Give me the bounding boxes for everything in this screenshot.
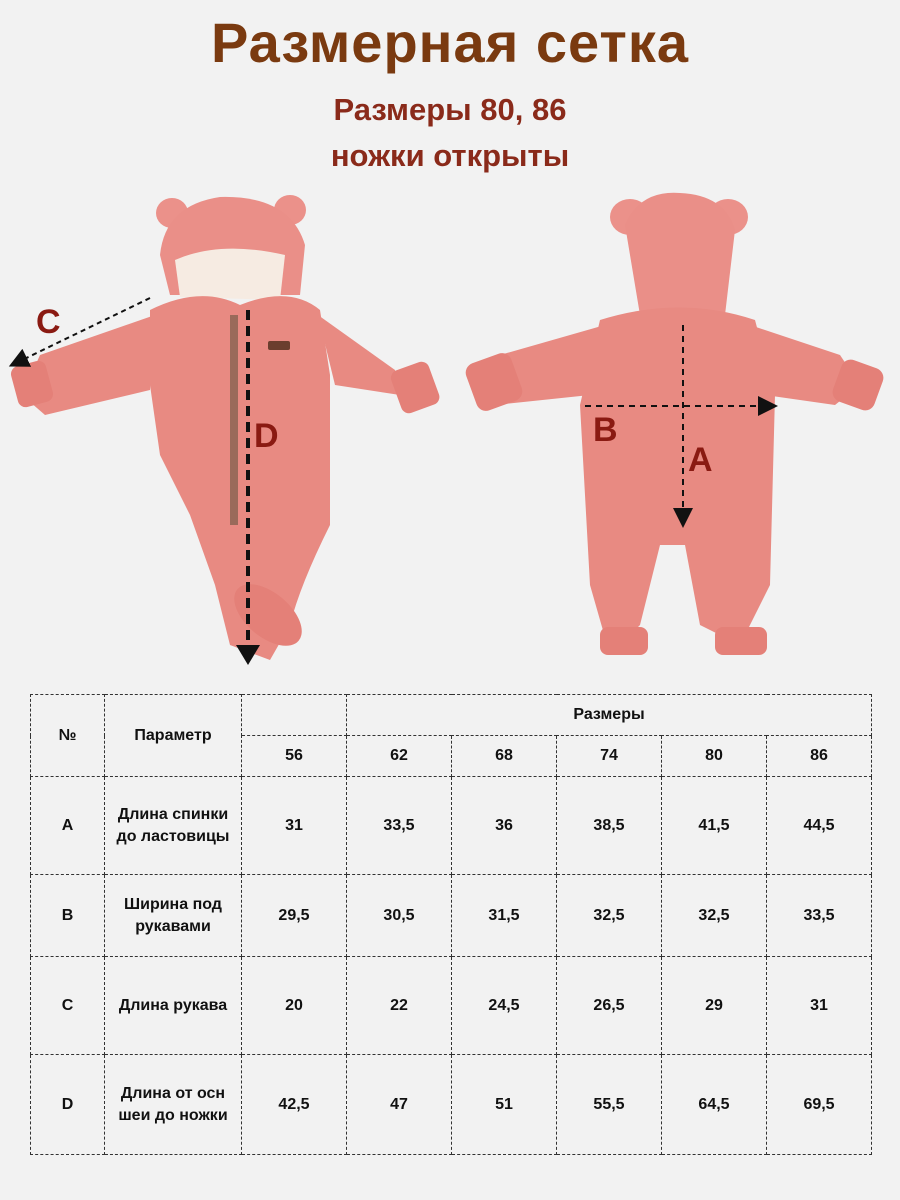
value-cell: 44,5 xyxy=(767,777,872,875)
size-header: 86 xyxy=(767,736,872,777)
front-view-jumpsuit xyxy=(9,195,441,660)
page-title: Размерная сетка xyxy=(210,11,689,74)
label-a: A xyxy=(688,441,713,479)
param-name xyxy=(105,875,242,957)
subtitle-sizes: Размеры 80, 86 xyxy=(333,92,567,127)
value-cell: 29,5 xyxy=(242,875,347,957)
value-cell: 33,5 xyxy=(767,875,872,957)
value-cell: 42,5 xyxy=(242,1055,347,1155)
size-header: 80 xyxy=(662,736,767,777)
value-cell: 26,5 xyxy=(557,957,662,1055)
param-line: шеи до ножки xyxy=(118,1106,228,1124)
label-b: B xyxy=(593,411,618,449)
subtitle-legs: ножки открыты xyxy=(330,138,570,173)
table-header-row xyxy=(31,695,872,736)
param-line: Длина от осн xyxy=(120,1084,226,1102)
header-param: Параметр xyxy=(105,695,242,777)
value-cell: 24,5 xyxy=(452,957,557,1055)
value-cell: 31,5 xyxy=(452,875,557,957)
value-cell: 32,5 xyxy=(662,875,767,957)
value-cell: 55,5 xyxy=(557,1055,662,1155)
table-row xyxy=(31,875,872,957)
value-cell: 64,5 xyxy=(662,1055,767,1155)
value-cell: 69,5 xyxy=(767,1055,872,1155)
value-cell: 30,5 xyxy=(347,875,452,957)
param-line: Длина рукава xyxy=(118,996,228,1014)
value-cell: 33,5 xyxy=(347,777,452,875)
param-name xyxy=(105,777,242,875)
row-id: B xyxy=(31,875,105,957)
value-cell: 22 xyxy=(347,957,452,1055)
row-id: D xyxy=(31,1055,105,1155)
value-cell: 36 xyxy=(452,777,557,875)
header-sizes: Размеры xyxy=(347,695,872,736)
header-empty-cell xyxy=(242,695,347,736)
size-header: 74 xyxy=(557,736,662,777)
param-name xyxy=(105,957,242,1055)
header-no: № xyxy=(31,695,105,777)
param-line: до ластовицы xyxy=(116,827,230,845)
value-cell: 51 xyxy=(452,1055,557,1155)
param-line: Ширина под xyxy=(124,895,222,913)
label-d: D xyxy=(254,417,279,455)
size-table xyxy=(30,694,872,1155)
value-cell: 20 xyxy=(242,957,347,1055)
garment-illustration xyxy=(0,185,900,675)
table-row xyxy=(31,1055,872,1155)
value-cell: 47 xyxy=(347,1055,452,1155)
row-id: C xyxy=(31,957,105,1055)
param-line: рукавами xyxy=(135,917,211,935)
size-header: 68 xyxy=(452,736,557,777)
row-id: A xyxy=(31,777,105,875)
table-row xyxy=(31,957,872,1055)
value-cell: 38,5 xyxy=(557,777,662,875)
label-c: C xyxy=(36,303,61,341)
value-cell: 29 xyxy=(662,957,767,1055)
size-header: 62 xyxy=(347,736,452,777)
table-row xyxy=(31,777,872,875)
value-cell: 41,5 xyxy=(662,777,767,875)
value-cell: 31 xyxy=(242,777,347,875)
back-view-jumpsuit xyxy=(463,193,886,655)
value-cell: 31 xyxy=(767,957,872,1055)
size-header: 56 xyxy=(242,736,347,777)
value-cell: 32,5 xyxy=(557,875,662,957)
param-line: Длина спинки xyxy=(117,805,229,823)
param-name xyxy=(105,1055,242,1155)
